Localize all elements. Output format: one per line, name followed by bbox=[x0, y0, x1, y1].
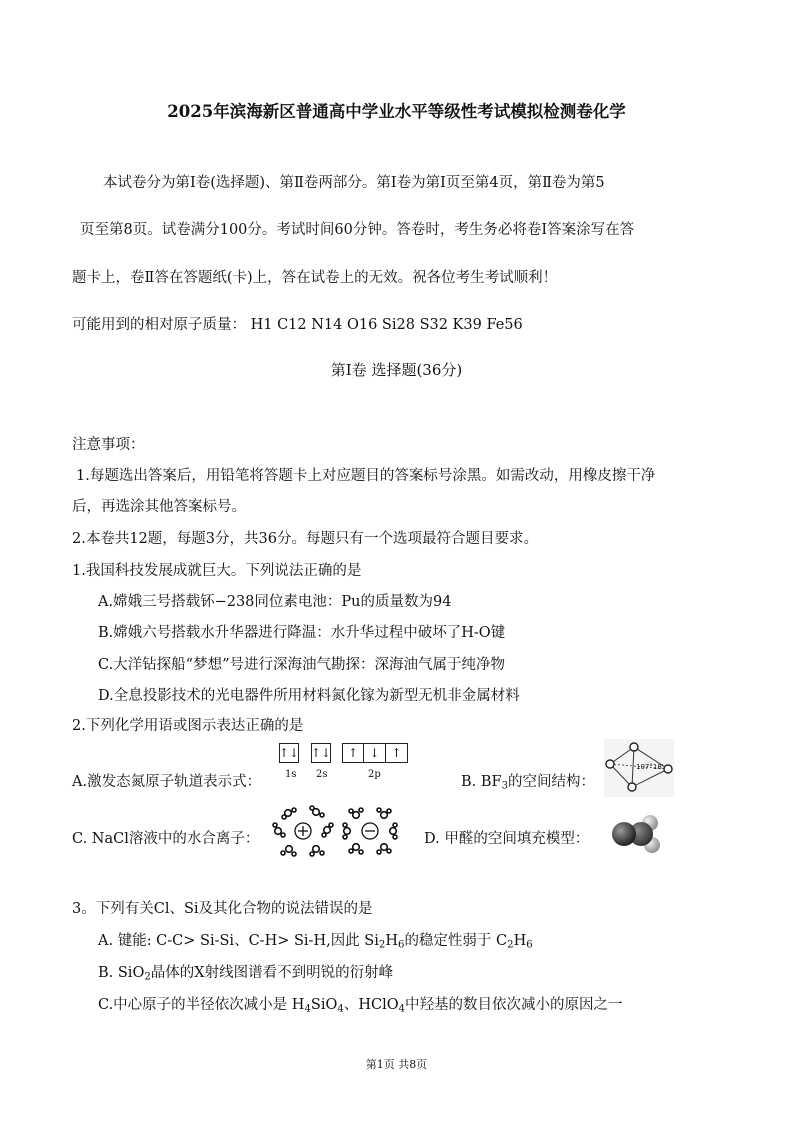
q1-option-d: D.全息投影技术的光电器件所用材料氮化镓为新型无机非金属材料 bbox=[98, 688, 520, 704]
q3-a-sub: 6 bbox=[526, 939, 533, 951]
q3-a-end: H bbox=[513, 933, 527, 949]
page-footer: 第1页 共8页 bbox=[365, 1058, 428, 1071]
note-2: 2.本卷共12题，每题3分，共36分。每题只有一个选项最符合题目要求。 bbox=[72, 531, 538, 547]
q3-c-mid: SiO bbox=[310, 997, 338, 1013]
page-title: 2025年滨海新区普通高中学业水平等级性考试模拟检测卷化学 bbox=[167, 102, 626, 121]
hydrated-cation-icon bbox=[272, 804, 334, 858]
q3-c-sub: 4 bbox=[304, 1003, 311, 1015]
q3-option-a bbox=[98, 929, 533, 951]
orbital-box: ↑ bbox=[342, 743, 364, 763]
q3-stem: 3。下列有关Cl、Si及其化合物的说法错误的是 bbox=[72, 901, 373, 917]
q2-option-c: C. NaCl溶液中的水合离子： bbox=[72, 831, 260, 847]
intro-line-3: 题卡上，卷Ⅱ答在答题纸(卡)上，答在试卷上的无效。祝各位考生考试顺利！ bbox=[72, 270, 558, 286]
q1-option-c: C.大洋钻探船“梦想”号进行深海油气勘探：深海油气属于纯净物 bbox=[98, 657, 506, 673]
orbital-label-2s: 2s bbox=[316, 769, 328, 780]
q1-option-a: A.嫦娥三号搭载钚−238同位素电池：Pu的质量数为94 bbox=[98, 594, 452, 610]
q2-option-b-pre: B. BF bbox=[461, 774, 502, 790]
orbital-box: ↑↓ bbox=[279, 743, 299, 763]
q3-a-sub: 2 bbox=[507, 939, 514, 951]
q3-a-pre: A. 键能: C-C> Si-Si、C-H> Si-H,因此 Si bbox=[98, 933, 379, 949]
q3-b-post: 晶体的X射线图谱看不到明锐的衍射峰 bbox=[150, 965, 394, 981]
atomic-masses: 可能用到的相对原子质量： H1 C12 N14 O16 Si28 S32 K39 Fe56 bbox=[72, 317, 523, 333]
orbital-1s bbox=[279, 743, 299, 763]
q2-option-b-sub: 3 bbox=[501, 780, 509, 792]
note-1-cont: 后，再选涂其他答案标号。 bbox=[72, 499, 246, 515]
q2-option-b-post: 的空间结构： bbox=[508, 774, 596, 790]
q3-option-b bbox=[98, 961, 393, 983]
q3-option-c bbox=[98, 993, 623, 1015]
q1-stem: 1.我国科技发展成就巨大。下列说法正确的是 bbox=[72, 563, 362, 579]
q3-c-sub: 4 bbox=[398, 1003, 406, 1015]
orbital-box: ↓ bbox=[364, 743, 386, 763]
q3-b-sub: 2 bbox=[144, 971, 151, 983]
formaldehyde-model-icon bbox=[610, 808, 666, 860]
q2-stem: 2.下列化学用语或图示表达正确的是 bbox=[72, 718, 304, 734]
q3-b-pre: B. SiO bbox=[98, 965, 145, 981]
q3-c-sub: 4 bbox=[337, 1003, 344, 1015]
notes-title: 注意事项： bbox=[72, 437, 145, 453]
q3-a-sub: 6 bbox=[397, 939, 405, 951]
q3-c-pre: C.中心原子的半径依次减小是 H bbox=[98, 997, 305, 1013]
q3-a-mid: H bbox=[385, 933, 398, 949]
note-1: 1.每题选出答案后，用铅笔将答题卡上对应题目的答案标号涂黑。如需改动，用橡皮擦干净 bbox=[76, 468, 656, 484]
q2-option-a: A.激发态氮原子轨道表示式： bbox=[72, 774, 262, 790]
q1-option-b: B.嫦娥六号搭载水升华器进行降温：水升华过程中破坏了H-O键 bbox=[98, 625, 506, 641]
section-title: 第Ⅰ卷 选择题(36分) bbox=[330, 361, 463, 379]
orbital-box: ↑ bbox=[386, 743, 408, 763]
bond-angle-label: 107°18' bbox=[636, 763, 664, 771]
q3-a-sub: 2 bbox=[378, 939, 386, 951]
molecule-structure-figure bbox=[604, 739, 674, 797]
q3-a-mid2: 的稳定性弱于 C bbox=[404, 933, 508, 949]
q2-option-d: D. 甲醛的空间填充模型： bbox=[424, 831, 590, 847]
q2-option-b bbox=[461, 770, 595, 792]
orbital-2s bbox=[311, 743, 331, 763]
orbital-box: ↑↓ bbox=[311, 743, 331, 763]
orbital-label-2p: 2p bbox=[368, 769, 381, 780]
intro-line-1: 本试卷分为第Ⅰ卷(选择题)、第Ⅱ卷两部分。第Ⅰ卷为第Ⅰ页至第4页，第Ⅱ卷为第5 bbox=[103, 175, 605, 191]
intro-line-2: 页至第8页。试卷满分100分。考试时间60分钟。答卷时，考生务必将卷Ⅰ答案涂写在答 bbox=[80, 222, 635, 238]
q3-c-post: 中羟基的数目依次减小的原因之一 bbox=[405, 997, 623, 1013]
hydrated-anion-icon bbox=[342, 806, 398, 856]
orbital-label-1s: 1s bbox=[285, 769, 297, 780]
q3-c-mid2: 、HClO bbox=[343, 997, 399, 1013]
orbital-2p bbox=[342, 743, 408, 763]
